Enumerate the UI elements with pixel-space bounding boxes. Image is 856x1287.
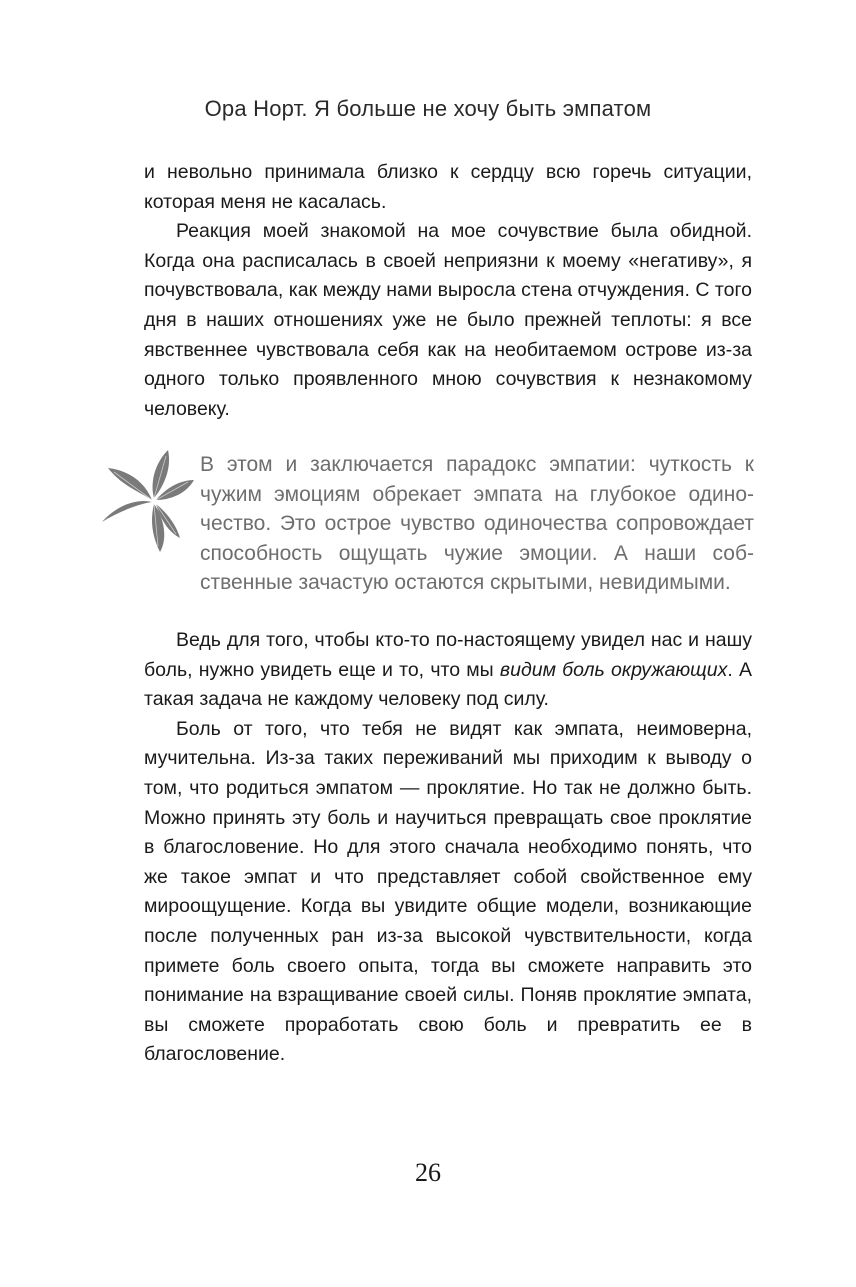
paragraph-4: Боль от того, что тебя не видят как эмпата, неимоверна, мучительна. Из-за таких переживаний мы приходим к выводу о том, что родиться эмпатом — проклятие. Но так не должно быть. Можно принять эту боль и научиться превращать свое проклятие в благословение. Но для этого сначала необходимо понять, что же такое эмпат и что представляет собой свойственное ему мироощущение. Когда вы увидите общие модели, возникающие после полученных ран из-за высокой чувствительности, когда примете боль своего опыта, тогда вы сможете направить это понимание на взращивание своей силы. Поняв проклятие эмпата, вы сможете проработать свою боль и превратить ее в благословение. bbox=[144, 717, 752, 1066]
paragraph-3-start: Ведь для того, чтобы кто-то по-настоящему увидел нас и нашу боль, нужно увидеть еще и то, что мы bbox=[144, 629, 752, 681]
paragraph-1: и невольно принимала близко к сердцу всю горечь ситуации, которая меня не касалась. bbox=[144, 161, 752, 213]
leaf-ornament-svg bbox=[100, 446, 196, 554]
pullquote-text: В этом и заключается парадокс эмпатии: чуткость к чужим эмоциям обрекает эмпата на глубокое одиночество. Это острое чувство одиночества сопровождает способность ощущать чужие эмоции. А наши собственные зачастую остаются скрытыми, невидимыми. bbox=[200, 453, 754, 594]
body-text-bottom bbox=[144, 626, 752, 1070]
running-title: Ора Норт. Я больше не хочу быть эмпатом bbox=[204, 96, 652, 121]
body-text-top bbox=[144, 158, 752, 424]
leaf-ornament-icon bbox=[100, 446, 196, 554]
paragraph-3 bbox=[144, 626, 752, 715]
paragraph-3-emphasis: видим боль окружающих bbox=[499, 658, 728, 681]
page-number: 26 bbox=[415, 1158, 441, 1187]
paragraph-2: Реакция моей знакомой на мое сочувствие была обидной. Когда она расписалась в своей неприязни к моему «негативу», я почувствовала, как между нами выросла стена отчуждения. С того дня в наших отношениях уже не было прежней теплоты: я все явственнее чувствовала себя как на необитаемом острове из-за одного только проявленного мною сочувствия к незнакомому человеку. bbox=[144, 220, 752, 420]
paragraph-3-end: . А такая задача не каждому человеку под силу. bbox=[144, 658, 753, 711]
